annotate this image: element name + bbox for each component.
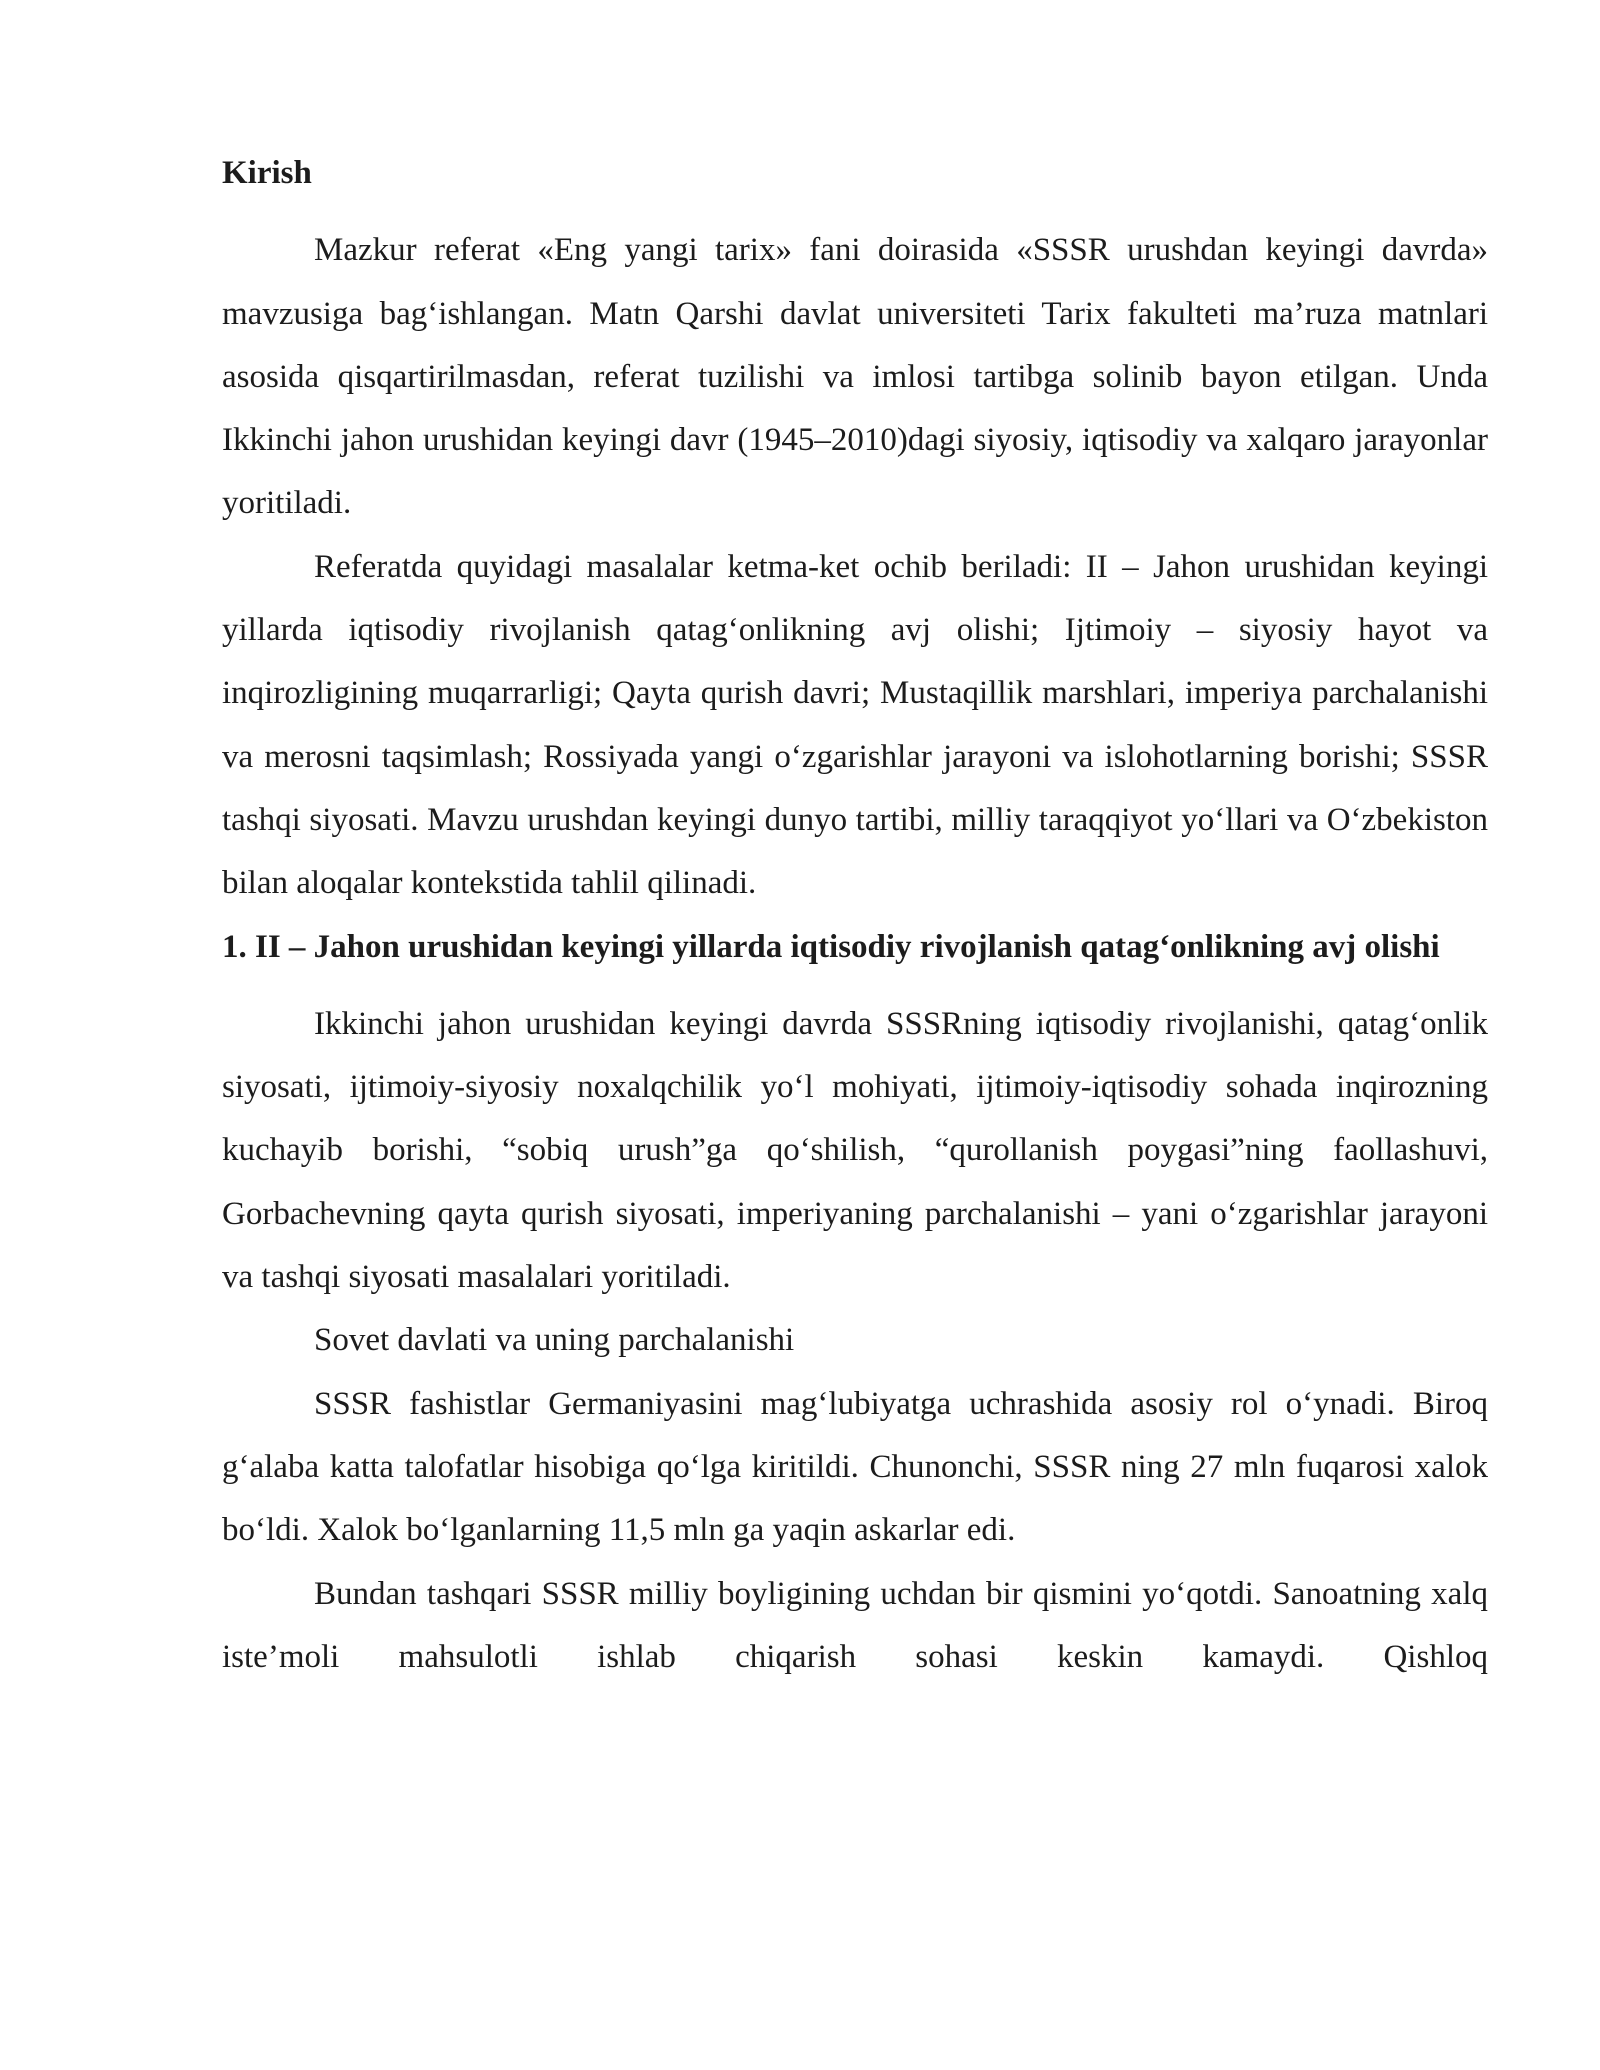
paragraph-intro-2: Referatda quyidagi masalalar ketma-ket ochib beriladi: II – Jahon urushidan keyingi yillarda iqtisodiy rivojlanish qatag‘onlikning avj olishi; Ijtimoiy – siyosiy hayot va inqirozligining muqarrarligi; Qayta qurish davri; Mustaqillik marshlari, imperiya parchalanishi va merosni taqsimlash; Rossiyada yangi o‘zgarishlar jarayoni va islohotlarning borishi; SSSR tashqi siyosati. Mavzu urushdan keyingi dunyo tartibi, milliy taraqqiyot yo‘llari va O‘zbekiston bilan aloqalar kontekstida tahlil qilinadi. [222,548,1488,902]
paragraph-section1-3: SSSR fashistlar Germaniyasini mag‘lubiyatga uchrashida asosiy rol o‘ynadi. Biroq g‘alaba katta talofatlar hisobiga qo‘lga kiritildi. Chunonchi, SSSR ning 27 mln fuqarosi xalok bo‘ldi. Xalok bo‘lganlarning 11,5 mln ga yaqin askarlar edi. [222,1385,1488,1549]
paragraph-intro-1: Mazkur referat «Eng yangi tarix» fani doirasida «SSSR urushdan keyingi davrda» mavzusiga bag‘ishlangan. Matn Qarshi davlat universiteti Tarix fakulteti ma’ruza matnlari asosida qisqartirilmasdan, referat tuzilishi va imlosi tartibga solinib bayon etilgan. Unda Ikkinchi jahon urushidan keyingi davr (1945–2010)dagi siyosiy, iqtisodiy va xalqaro jarayonlar yoritiladi. [222,232,1488,522]
heading-section-1: 1. II – Jahon urushidan keyingi yillarda iqtisodiy rivojlanish qatag‘onlikning avj olishi [222,928,1440,965]
paragraph-section1-1: Ikkinchi jahon urushidan keyingi davrda SSSRning iqtisodiy rivojlanishi, qatag‘onlik siyosati, ijtimoiy-siyosiy noxalqchilik yo‘l mohiyati, ijtimoiy-iqtisodiy sohada inqirozning kuchayib borishi, “sobiq urush”ga qo‘shilish, “qurollanish poygasi”ning faollashuvi, Gorbachevning qayta qurish siyosati, imperiyaning parchalanishi – yani o‘zgarishlar jarayoni va tashqi siyosati masalalari yoritiladi. [222,1005,1488,1296]
heading-intro: Kirish [222,155,312,191]
subheading-sovet-davlati: Sovet davlati va uning parchalanishi [314,1322,795,1359]
paragraph-section1-4: Bundan tashqari SSSR milliy boyligining uchdan bir qismini yo‘qotdi. Sanoatning xalq iste’moli mahsulotli ishlab chiqarish sohasi keskin kamaydi. Qishloq [222,1575,1488,1675]
document-page [222,142,1488,1689]
